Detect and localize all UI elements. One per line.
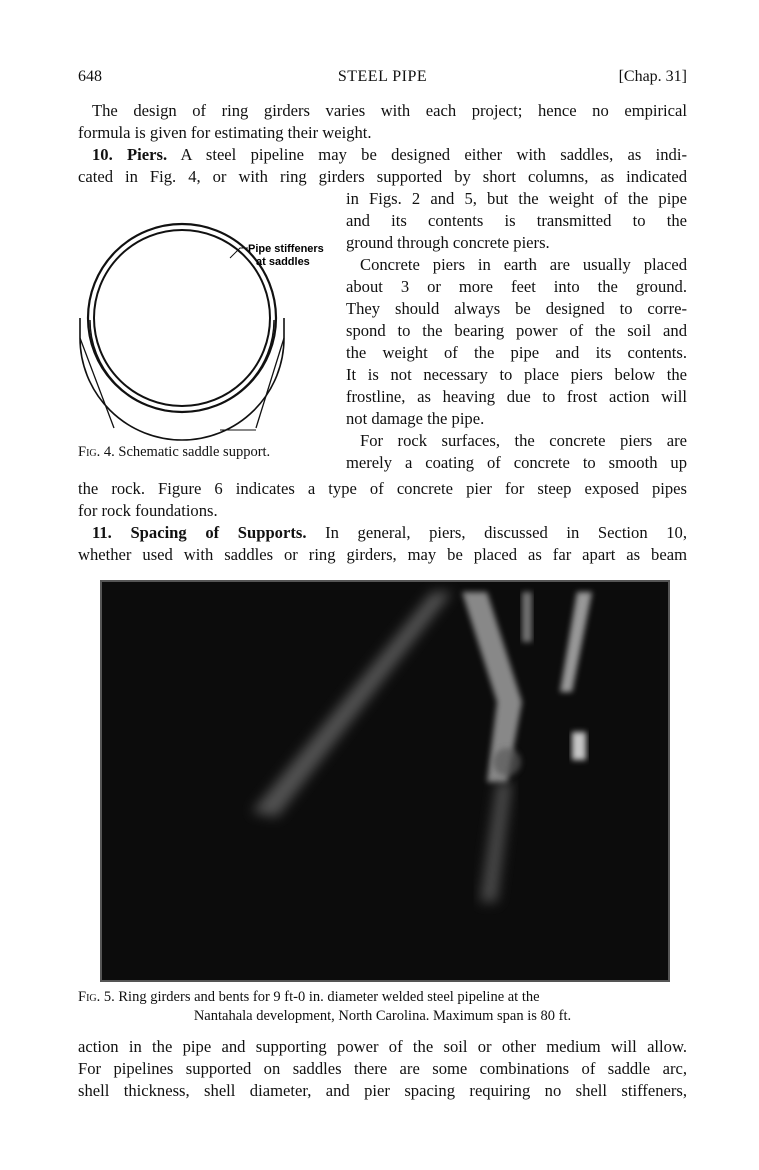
text-line: whether used with saddles or ring girders, may be placed as far apart as beam	[78, 545, 687, 564]
figure-5-caption	[78, 988, 687, 1026]
section-heading: Piers.	[127, 145, 168, 164]
figure-4-caption	[78, 444, 270, 461]
text-line	[78, 522, 687, 544]
text-line: for rock foundations.	[78, 501, 218, 520]
text-line: spond to the bearing power of the soil and	[346, 321, 687, 340]
figure-label: Fig. 4.	[78, 444, 115, 460]
text-line: They should always be designed to corre-	[346, 299, 687, 318]
post	[522, 592, 532, 642]
section-10-piers	[78, 144, 687, 188]
text-line: Concrete piers in earth are usually placed	[360, 255, 687, 274]
text-line: cated in Fig. 4, or with ring girders supported by short columns, as indicated	[78, 167, 687, 186]
text-line: frostline, as heaving due to frost action will	[346, 387, 687, 406]
text-line: ground through concrete piers.	[346, 233, 550, 252]
running-title: STEEL PIPE	[337, 68, 428, 85]
saddle-left-leg	[80, 338, 114, 428]
pipeline-photo	[102, 582, 668, 980]
text-line: about 3 or more feet into the ground.	[346, 277, 687, 296]
figure-5-photograph	[100, 580, 670, 982]
text-fragment: In general, piers, discussed in Section 10,	[325, 523, 687, 542]
text-line	[78, 144, 687, 166]
text-line: formula is given for estimating their weight.	[78, 123, 372, 142]
text-line: shell thickness, shell diameter, and pier spacing requiring no shell stiffeners,	[78, 1081, 687, 1100]
saddle-support-drawing	[70, 210, 340, 442]
text-line: in Figs. 2 and 5, but the weight of the pipe	[346, 189, 687, 208]
paragraph-rock-surfaces-continued	[78, 478, 687, 566]
text-line: the weight of the pipe and its contents.	[346, 343, 687, 362]
page-number: 648	[78, 68, 102, 85]
chapter-label: [Chap. 31]	[618, 68, 687, 85]
paragraph-beam-action	[78, 1036, 687, 1102]
caption-text: Schematic saddle support.	[118, 444, 271, 460]
section-number: 11.	[92, 523, 112, 542]
text-line: and its contents is transmitted to the	[346, 211, 687, 230]
paragraph-ring-girders	[78, 100, 687, 144]
pipe-inner-circle	[94, 230, 270, 406]
text-line: merely a coating of concrete to smooth up	[346, 453, 687, 472]
saddle-inner-arc	[90, 320, 274, 412]
text-line: It is not necessary to place piers below the	[346, 365, 687, 384]
bright-fitting	[572, 732, 586, 760]
text-line: For pipelines supported on saddles there are some combinations of saddle arc,	[78, 1059, 687, 1078]
text-line: For rock surfaces, the concrete piers are	[360, 431, 687, 450]
figure-label: Fig. 5.	[78, 989, 115, 1005]
ring-girder	[493, 748, 521, 776]
fig4-label-line-1: Pipe stiffeners	[248, 243, 324, 255]
photo-background	[102, 582, 668, 980]
caption-line-2: Nantahala development, North Carolina. Maximum span is 80 ft.	[193, 1008, 572, 1024]
text-fragment: A steel pipeline may be designed either with saddles, as indi-	[180, 145, 687, 164]
figure-4-saddle-diagram	[70, 210, 340, 442]
text-line: not damage the pipe.	[346, 409, 485, 428]
text-line: the rock. Figure 6 indicates a type of concrete pier for steep exposed pipes	[78, 479, 687, 498]
caption-text: Ring girders and bents for 9 ft-0 in. diameter welded steel pipeline at the	[118, 989, 540, 1005]
section-number: 10.	[92, 145, 113, 164]
fig4-label-line-2: at saddles	[256, 256, 310, 268]
text-line: The design of ring girders varies with each project; hence no empirical	[92, 101, 687, 120]
running-header	[78, 68, 687, 90]
text-line: action in the pipe and supporting power of the soil or other medium will allow.	[78, 1037, 687, 1056]
caption-line-1	[78, 989, 540, 1005]
wrapped-text-column	[346, 188, 687, 474]
section-heading: Spacing of Supports.	[130, 523, 307, 542]
